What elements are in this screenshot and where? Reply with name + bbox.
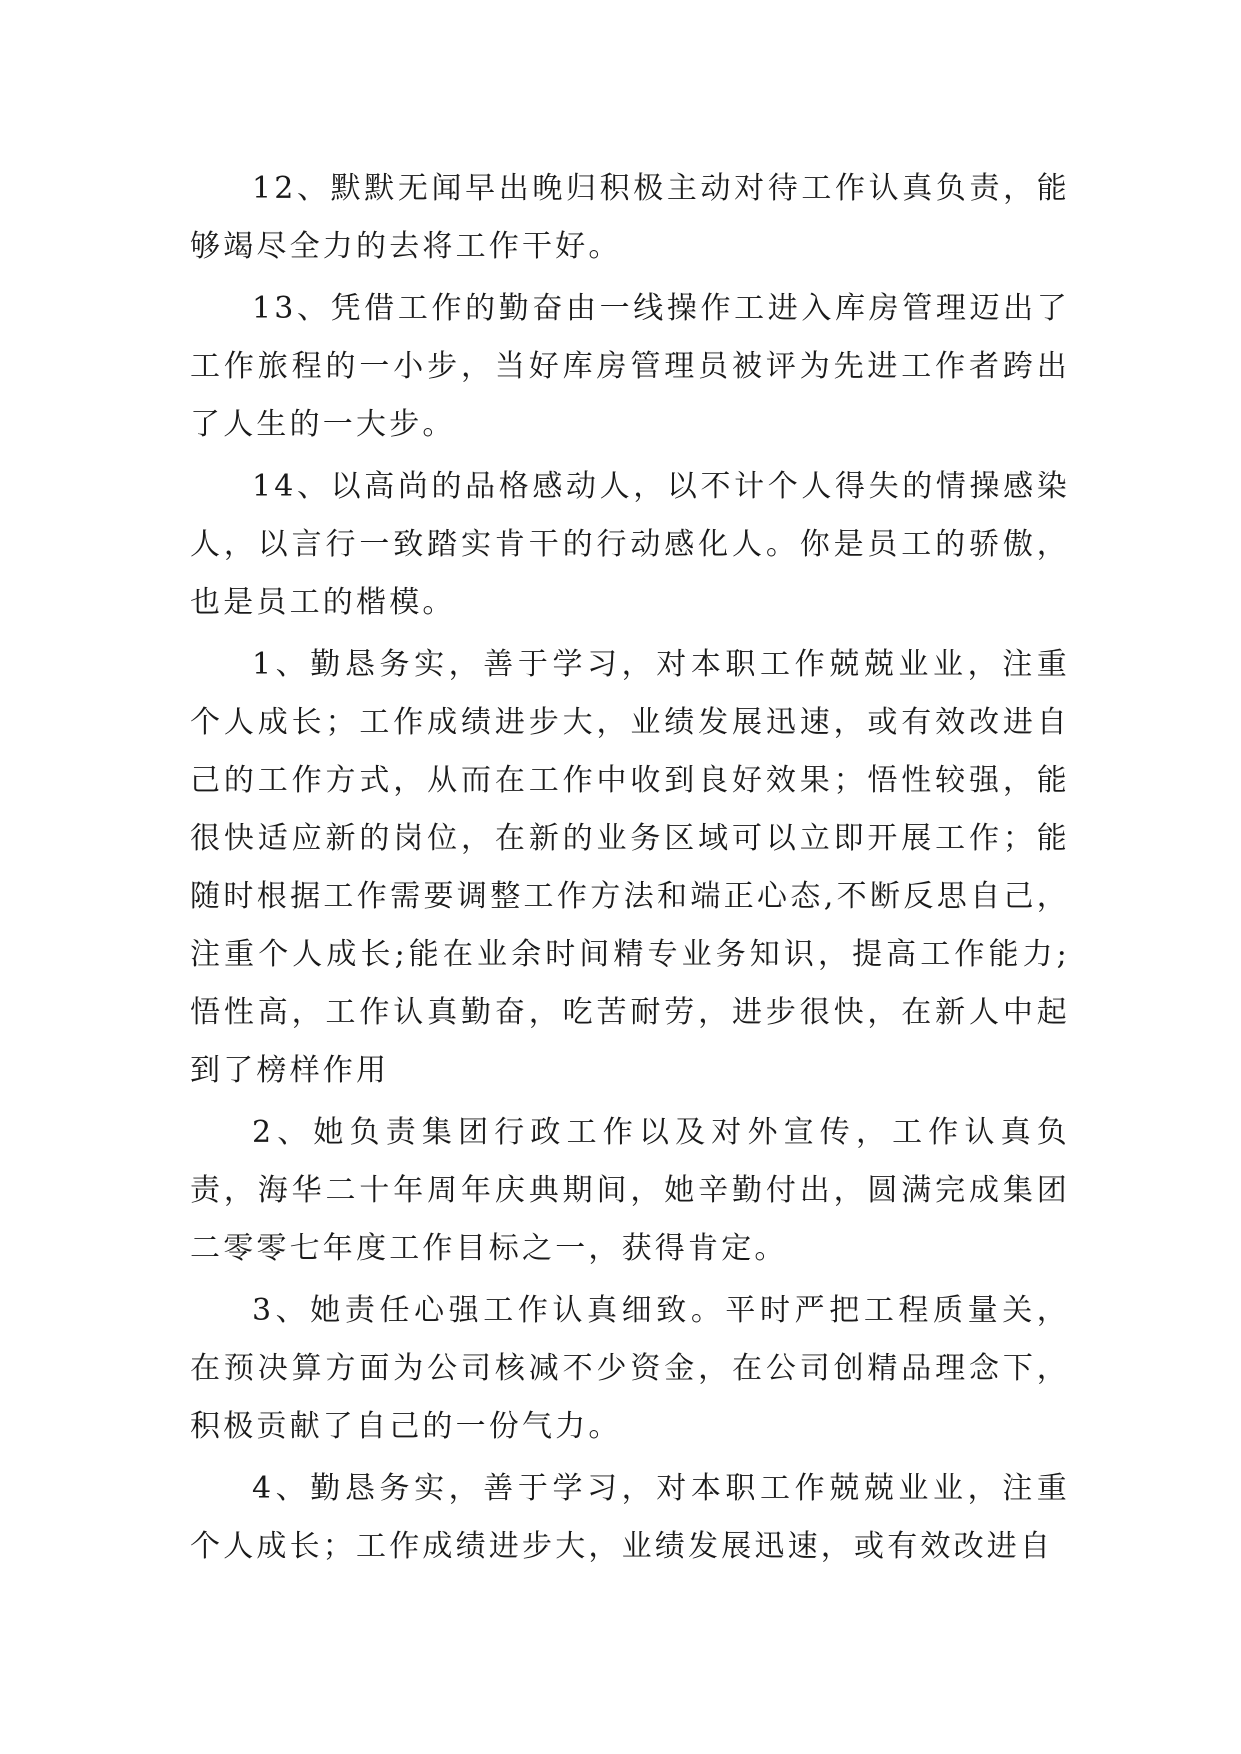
document-body (190, 160, 1070, 1580)
paragraph-3: 3、她责任心强工作认真细致。平时严把工程质量关，在预决算方面为公司核减不少资金，在公司创精品理念下，积极贡献了自己的一份气力。 (190, 1293, 1070, 1444)
paragraph-4: 4、勤恳务实，善于学习，对本职工作兢兢业业，注重个人成长；工作成绩进步大，业绩发展迅速，或有效改进自 (190, 1471, 1070, 1564)
paragraph-12: 12、默默无闻早出晚归积极主动对待工作认真负责，能够竭尽全力的去将工作干好。 (190, 171, 1070, 264)
paragraph-2: 2、她负责集团行政工作以及对外宣传，工作认真负责，海华二十年周年庆典期间，她辛勤付出，圆满完成集团二零零七年度工作目标之一，获得肯定。 (190, 1115, 1070, 1266)
paragraph-13: 13、凭借工作的勤奋由一线操作工进入库房管理迈出了工作旅程的一小步，当好库房管理员被评为先进工作者跨出了人生的一大步。 (190, 291, 1070, 442)
paragraph-14: 14、以高尚的品格感动人，以不计个人得失的情操感染人，以言行一致踏实肯干的行动感化人。你是员工的骄傲，也是员工的楷模。 (190, 469, 1070, 620)
paragraph-1: 1、勤恳务实，善于学习，对本职工作兢兢业业，注重个人成长；工作成绩进步大，业绩发展迅速，或有效改进自己的工作方式，从而在工作中收到良好效果；悟性较强，能很快适应新的岗位，在新的业务区域可以立即开展工作；能随时根据工作需要调整工作方法和端正心态,不断反思自己，注重个人成长;能在业余时间精专业务知识，提高工作能力;悟性高，工作认真勤奋，吃苦耐劳，进步很快，在新人中起到了榜样作用 (190, 647, 1070, 1088)
